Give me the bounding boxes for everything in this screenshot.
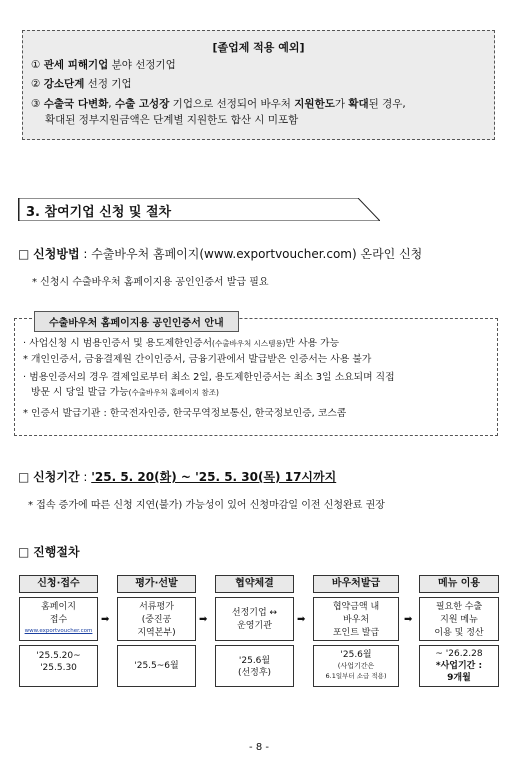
exception-item-2 bbox=[31, 77, 132, 92]
step-foot bbox=[313, 645, 399, 687]
item-text: , bbox=[108, 98, 115, 110]
step-body-line: 홈페이지 bbox=[41, 602, 76, 612]
cert-text: 만 사용 가능 bbox=[285, 338, 340, 349]
checkbox-icon: □ bbox=[18, 545, 30, 559]
step-body-line: 포인트 발급 bbox=[332, 628, 380, 638]
step-foot-line: (사업기간은 bbox=[337, 662, 375, 670]
item-text: 선정 기업 bbox=[84, 78, 132, 90]
period-note: * 접속 증가에 따른 신청 지연(불가) 가능성이 있어 신청마감일 이전 신청완료 권장 bbox=[28, 500, 385, 511]
step-foot-line: ~ '26.2.28 bbox=[435, 649, 483, 659]
step-foot bbox=[117, 645, 196, 687]
exception-item-1 bbox=[31, 58, 176, 73]
exception-item-3 bbox=[31, 97, 406, 112]
item-bold: 강소단계 bbox=[43, 78, 85, 90]
step-foot-line: 9개월 bbox=[447, 673, 471, 683]
process-step bbox=[19, 575, 98, 687]
separator: : bbox=[79, 247, 92, 261]
item-bold: 수출 고성장 bbox=[114, 98, 170, 110]
item-bold: 관세 피해기업 bbox=[43, 59, 109, 71]
cert-info-box bbox=[14, 318, 498, 436]
process-row bbox=[18, 543, 80, 560]
step-foot-line: '25.6월 bbox=[340, 650, 372, 660]
process-step bbox=[419, 575, 499, 687]
step-foot-line: (선정후) bbox=[237, 668, 272, 678]
separator: : bbox=[79, 470, 92, 484]
arrow-icon: ➡ bbox=[404, 614, 413, 625]
method-text: 수출바우처 홈페이지(www.exportvoucher.com) 온라인 신청 bbox=[91, 247, 423, 261]
step-head: 협약체결 bbox=[215, 575, 294, 593]
step-body bbox=[117, 597, 196, 641]
step-body-line: 바우처 bbox=[342, 615, 370, 625]
page-number: - 8 - bbox=[249, 742, 269, 753]
step-link[interactable]: www.exportvoucher.com bbox=[24, 628, 93, 634]
step-foot-line: '25.5~6월 bbox=[134, 661, 179, 671]
step-body bbox=[19, 597, 98, 641]
step-body-line: 접수 bbox=[49, 615, 68, 625]
step-foot bbox=[19, 645, 98, 687]
exception-item-3-cont: 확대된 정부지원금액은 단계별 지원한도 합산 시 미포함 bbox=[45, 114, 299, 126]
step-head: 메뉴 이용 bbox=[419, 575, 499, 593]
step-foot bbox=[419, 645, 499, 687]
item-text: 기업으로 선정되어 바우처 bbox=[169, 98, 295, 110]
cert-text: 방문 시 당일 발급 가능 bbox=[31, 387, 129, 398]
cert-small: (수출바우처 시스템용) bbox=[212, 339, 286, 348]
checkbox-icon: □ bbox=[18, 470, 30, 484]
step-foot-line: *사업기간 : bbox=[435, 661, 483, 671]
step-body-line: 운영기관 bbox=[237, 621, 272, 631]
cert-line-2: * 개인인증서, 금융결제원 간이인증서, 금융기관에서 발급받은 인증서는 사용 불가 bbox=[23, 354, 372, 365]
item-number: ② bbox=[31, 78, 41, 90]
process-step bbox=[215, 575, 294, 687]
step-head: 바우처발급 bbox=[313, 575, 399, 593]
item-text: 가 bbox=[334, 98, 349, 110]
cert-line-4 bbox=[31, 386, 219, 400]
exception-box bbox=[22, 30, 495, 140]
process-step bbox=[117, 575, 196, 687]
step-body-line: 이용 및 정산 bbox=[434, 628, 484, 638]
step-body bbox=[419, 597, 499, 641]
step-body-line: 서류평가 bbox=[139, 602, 174, 612]
step-body-line: 선정기업 ↔ bbox=[231, 608, 278, 618]
method-label: 신청방법 bbox=[33, 247, 80, 261]
arrow-icon: ➡ bbox=[101, 614, 110, 625]
step-foot-line: '25.6월 bbox=[238, 656, 271, 666]
step-head: 신청·접수 bbox=[19, 575, 98, 593]
step-body-line: 지원 메뉴 bbox=[440, 615, 478, 625]
exception-title: [졸업제 적용 예외] bbox=[212, 41, 305, 54]
section-header bbox=[18, 198, 380, 221]
item-text: 분야 선정기업 bbox=[108, 59, 176, 71]
method-note: * 신청시 수출바우처 홈페이지용 공인인증서 발급 필요 bbox=[32, 277, 269, 288]
cert-line-3: · 범용인증서의 경우 결제일로부터 최소 2일, 용도제한인증서는 최소 3일 소요되며 직접 bbox=[23, 372, 395, 383]
period-row bbox=[18, 468, 336, 485]
cert-line-5: * 인증서 발급기관 : 한국전자인증, 한국무역정보통신, 한국정보인증, 코스콤 bbox=[23, 408, 347, 419]
period-label: 신청기간 bbox=[33, 470, 80, 484]
step-body-line: (중진공 bbox=[141, 615, 172, 625]
section-title: 3. 참여기업 신청 및 절차 bbox=[26, 205, 172, 220]
process-label: 진행절차 bbox=[33, 545, 80, 559]
item-bold: 수출국 다변화 bbox=[43, 98, 109, 110]
item-number: ③ bbox=[31, 98, 41, 110]
step-body-line: 지역본부) bbox=[137, 628, 176, 638]
arrow-icon: ➡ bbox=[297, 614, 306, 625]
step-foot-line: 6.1일부터 소급 적용) bbox=[325, 672, 387, 680]
arrow-icon: ➡ bbox=[199, 614, 208, 625]
item-bold: 확대 bbox=[348, 98, 369, 110]
item-number: ① bbox=[31, 59, 41, 71]
cert-small: (수출바우처 홈페이지 참조) bbox=[128, 388, 219, 397]
process-step bbox=[313, 575, 399, 687]
checkbox-icon: □ bbox=[18, 247, 30, 261]
item-text: 된 경우, bbox=[368, 98, 406, 110]
cert-box-title: 수출바우처 홈페이지용 공인인증서 안내 bbox=[34, 311, 239, 332]
step-foot bbox=[215, 645, 294, 687]
step-body-line: 필요한 수출 bbox=[435, 602, 483, 612]
cert-text: · 사업신청 시 범용인증서 및 용도제한인증서 bbox=[23, 338, 213, 349]
step-head: 평가·선발 bbox=[117, 575, 196, 593]
period-text: '25. 5. 20(화) ~ '25. 5. 30(목) 17시까지 bbox=[91, 470, 337, 484]
step-foot-line: '25.5.20~ bbox=[36, 651, 81, 661]
step-body bbox=[313, 597, 399, 641]
step-body bbox=[215, 597, 294, 641]
item-bold: 지원한도 bbox=[294, 98, 335, 110]
step-foot-line: '25.5.30 bbox=[40, 663, 77, 673]
step-body-line: 협약금액 내 bbox=[332, 602, 380, 612]
method-row bbox=[18, 245, 422, 262]
cert-line-1 bbox=[23, 337, 339, 351]
